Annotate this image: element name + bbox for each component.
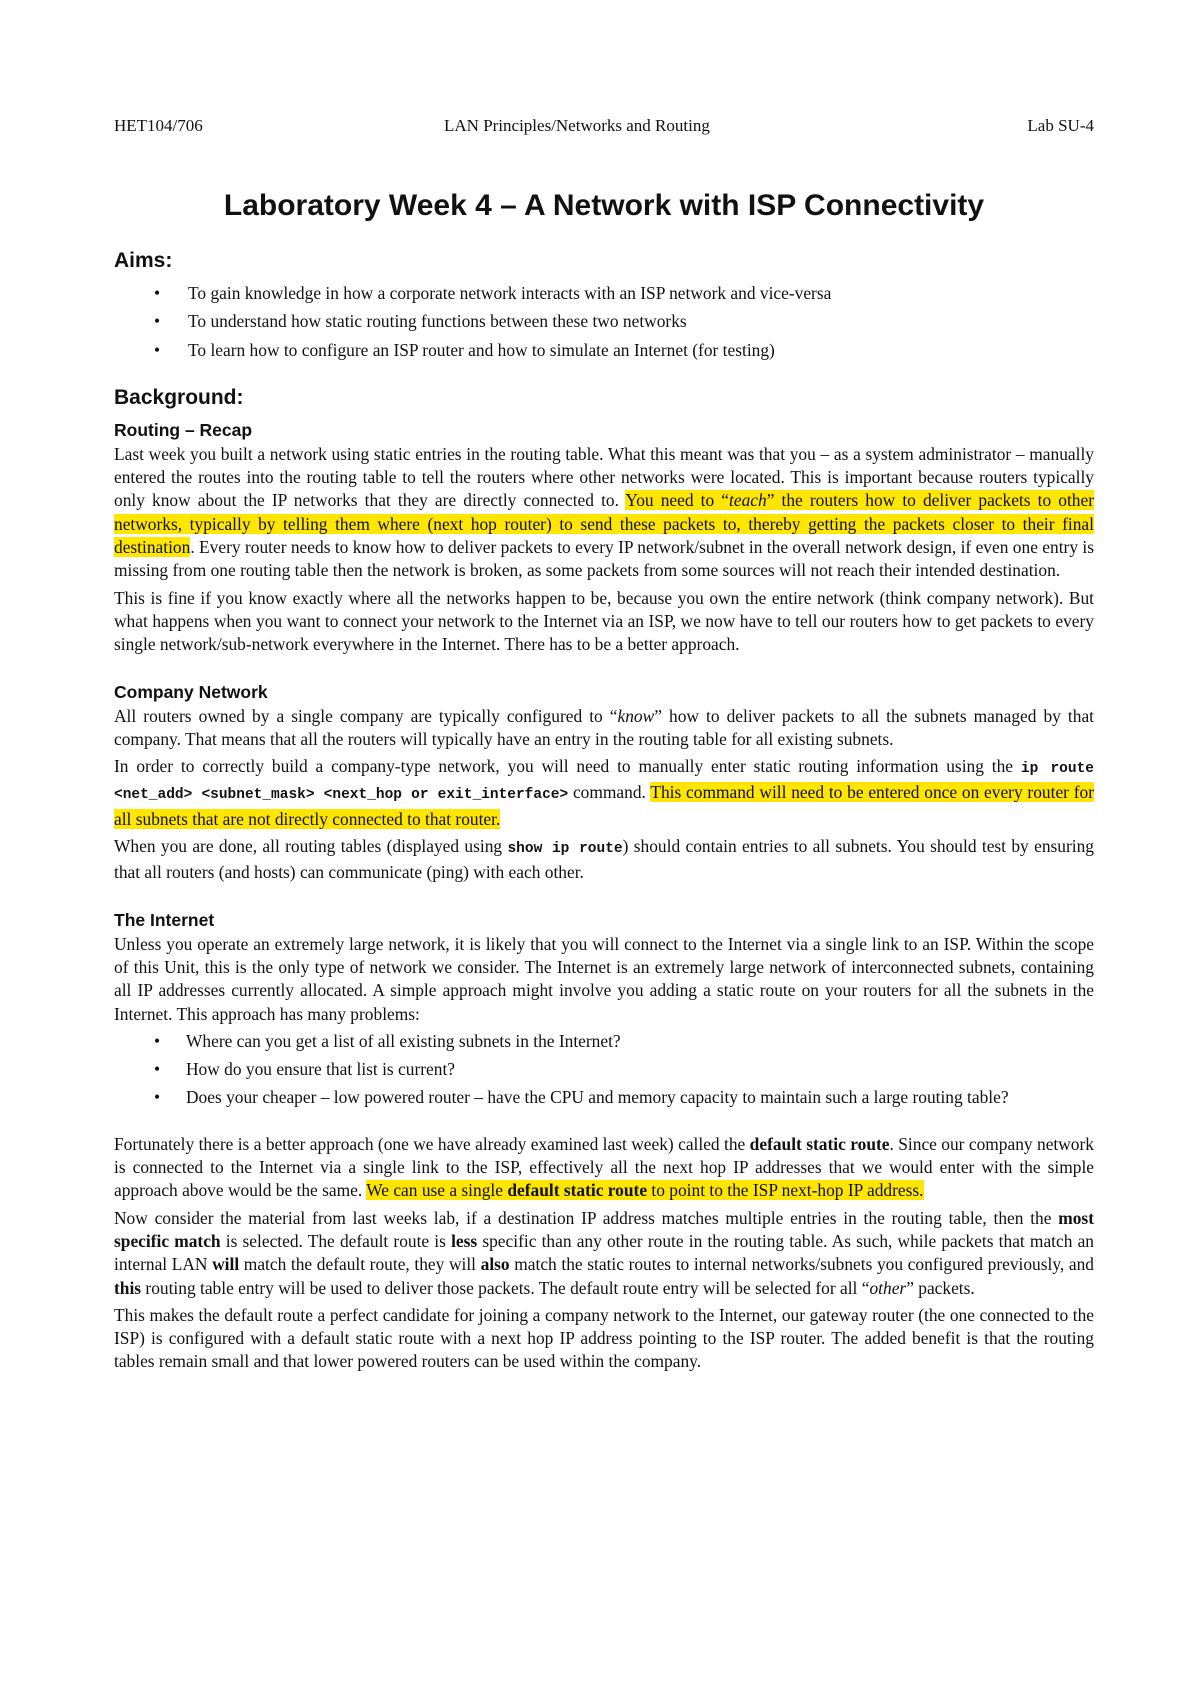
list-item: • Does your cheaper – low powered router – have the CPU and memory capacity to maintain such a large routing table? [114,1086,1094,1109]
company-paragraph-1: All routers owned by a single company are typically configured to “know” how to deliver packets to all the subnets managed by that company. That means that all the routers will typically have an entry in the routing table for all existing subnets. [114,705,1094,749]
internet-problems-list [114,1030,1094,1110]
company-paragraph-3: When you are done, all routing tables (displayed using show ip route) should contain entries to all subnets. You should test by ensuring that all routers (and hosts) can communicate (ping) with each other. [114,836,1094,883]
list-item: • To understand how static routing functions between these two networks [114,310,1094,333]
recap-paragraph-2: This is fine if you know exactly where all the networks happen to be, because you own the entire network (think company network). But what happens when you want to connect your network to the Internet via an ISP, we now have to tell our routers how to get packets to every single network/sub-network everywhere in the Internet. There has to be a better approach. [114,587,1094,655]
internet-heading: The Internet [114,909,215,930]
aims-heading: Aims: [114,249,173,272]
internet-paragraph-3: Now consider the material from last weeks lab, if a destination IP address matches multiple entries in the routing table, then the most specific match is selected. The default route is less specific than any other route in the routing table. As such, while packets that match an internal LAN will match the default route, they will also match the static routes to internal networks/subnets you configured previously, and this routing table entry will be used to deliver those packets. The default route entry will be selected for all “other” packets. [114,1207,1094,1298]
highlight: We can use a single default static route to point to the ISP next-hop IP address. [366,1180,924,1201]
highlight: This command will need to be entered once on every router for all subnets that are not directly connected to that router. [114,782,1095,829]
recap-heading: Routing – Recap [114,419,253,440]
bullet-icon: • [154,1030,161,1051]
bullet-icon: • [154,1087,161,1108]
company-network-heading: Company Network [114,681,268,702]
internet-paragraph-2: Fortunately there is a better approach (one we have already examined last week) called the default static route. Since our company network is connected to the Internet via a single link to the ISP, effectively all the next hop IP addresses that we would enter with the simple approach above would be the same. We can use a single default static route to point to the ISP next-hop IP address. [114,1133,1094,1201]
background-heading: Background: [114,385,244,409]
company-paragraph-2: In order to correctly build a company-type network, you will need to manually enter static routing information using the ip route <net_add> <subnet_mask> <next_hop or exit_interface> command. This command will need to be entered once on every router for all subnets that are not directly connected to that router. [114,756,1095,829]
list-item: • To learn how to configure an ISP router and how to simulate an Internet (for testing) [114,339,1094,362]
list-item: • Where can you get a list of all existing subnets in the Internet? [114,1030,1094,1053]
bullet-icon: • [154,283,161,303]
document-title: Laboratory Week 4 – A Network with ISP Connectivity [223,189,985,222]
highlight: You need to “teach” the routers how to deliver packets to other networks, typically by telling them where (next hop router) to send these packets to, thereby getting the packets closer to their final destination [114,490,1094,558]
internet-paragraph-1: Unless you operate an extremely large network, it is likely that you will connect to the Internet via a single link to an ISP. Within the scope of this Unit, this is the only type of network we consider. The Internet is an extremely large network of interconnected subnets, containing all IP addresses currently allocated. A simple approach might involve you adding a static route on your routers for all the subnets in the Internet. This approach has many problems: [114,933,1094,1024]
aims-list [114,282,1094,362]
document-body [114,188,1094,1378]
show-ip-route-command: show ip route [507,841,623,858]
list-item: • To gain knowledge in how a corporate network interacts with an ISP network and vice-versa [114,282,1094,305]
ip-route-command: ip route <net_add> <subnet_mask> <next_hop or exit_interface> [114,761,1094,804]
bullet-icon: • [154,311,161,332]
internet-paragraph-4: This makes the default route a perfect candidate for joining a company network to the Internet, our gateway router (the one connected to the ISP) is configured with a default static route with a next hop IP address pointing to the ISP router. The added benefit is that the routing tables remain small and that lower powered routers can be used within the company. [114,1304,1094,1372]
recap-paragraph-1: Last week you built a network using static entries in the routing table. What this meant was that you – as a system administrator – manually entered the routes into the routing table to tell the routers where other networks were located. This is important because routers typically only know about the IP networks that they are directly connected to. You need to “teach” the routers how to deliver packets to other networks, typically by telling them where (next hop router) to send these packets to, thereby getting the packets closer to their final destination. Every router needs to know how to deliver packets to every IP network/subnet in the overall network design, if even one entry is missing from one routing table then the network is broken, as some packets from some sources will not reach their intended destination. [114,443,1094,581]
bullet-icon: • [154,1059,161,1080]
lab-id: Lab SU-4 [1027,116,1094,135]
bullet-icon: • [154,339,161,360]
list-item: • How do you ensure that list is current? [114,1058,1094,1081]
course-name: LAN Principles/Networks and Routing [444,116,710,135]
course-code: HET104/706 [114,116,203,135]
